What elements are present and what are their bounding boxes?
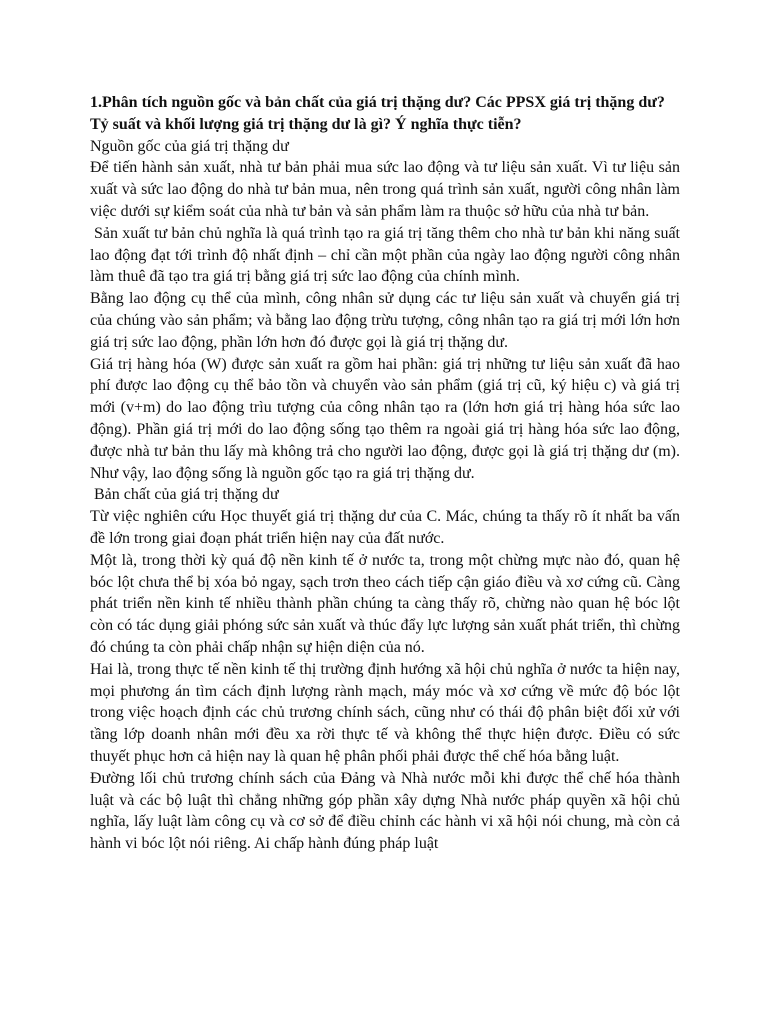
paragraph: Để tiến hành sản xuất, nhà tư bản phải mua sức lao động và tư liệu sản xuất. Vì tư liệu sản xuất và sức lao động do nhà tư bản mua, nên trong quá trình sản xuất, người công nhân làm việc dưới sự kiểm soát của nhà tư bản và sản phẩm làm ra thuộc sở hữu của nhà tư bản. xyxy=(90,159,680,220)
paragraph: Một là, trong thời kỳ quá độ nền kinh tế ở nước ta, trong một chừng mực nào đó, quan hệ bóc lột chưa thể bị xóa bỏ ngay, sạch trơn theo cách tiếp cận giáo điều và xơ cứng cũ. Càng phát triển nền kinh tế nhiều thành phần chúng ta càng thấy rõ, chừng nào quan hệ bóc lột còn có tác dụng giải phóng sức sản xuất và thúc đẩy lực lượng sản xuất phát triển, thì chừng đó chúng ta còn phải chấp nhận sự hiện diện của nó. xyxy=(90,551,680,656)
document-title: 1.Phân tích nguồn gốc và bản chất của giá trị thặng dư? Các PPSX giá trị thặng dư? Tỷ suất và khối lượng giá trị thặng dư là gì? Ý nghĩa thực tiễn? xyxy=(90,94,665,133)
section-heading-nature: Bản chất của giá trị thặng dư xyxy=(94,486,279,504)
paragraph: Bằng lao động cụ thể của mình, công nhân sử dụng các tư liệu sản xuất và chuyển giá trị của chúng vào sản phẩm; và bằng lao động trừu tượng, công nhân tạo ra giá trị mới lớn hơn giá trị sức lao động, phần lớn hơn đó được gọi là giá trị thặng dư. xyxy=(90,290,680,351)
paragraph: Sản xuất tư bản chủ nghĩa là quá trình tạo ra giá trị tăng thêm cho nhà tư bản khi năng suất lao động đạt tới trình độ nhất định – chỉ cần một phần của ngày lao động người công nhân làm thuê đã tạo tra giá trị bằng giá trị sức lao động của chính mình. xyxy=(90,224,680,286)
paragraph: Đường lối chủ trương chính sách của Đảng và Nhà nước mỗi khi được thể chế hóa thành luật và các bộ luật thì chẳng những góp phần xây dựng Nhà nước pháp quyền xã hội chủ nghĩa, lấy luật làm công cụ và cơ sở để điều chỉnh các hành vi xã hội nói chung, mà còn cả hành vi bóc lột nói riêng. Ai chấp hành đúng pháp luật xyxy=(90,769,680,853)
paragraph: Hai là, trong thực tế nền kinh tế thị trường định hướng xã hội chủ nghĩa ở nước ta hiện nay, mọi phương án tìm cách định lượng rành mạch, máy móc và xơ cứng về mức độ bóc lột trong việc hoạch định các chủ trương chính sách, cũng như có thái độ phân biệt đối xử với tầng lớp doanh nhân mới đều xa rời thực tế và không thể thực hiện được. Điều có sức thuyết phục hơn cả hiện nay là quan hệ phân phối phải được thể chế hóa bằng luật. xyxy=(90,660,680,765)
section-heading-origin: Nguồn gốc của giá trị thặng dư xyxy=(90,137,289,155)
paragraph: Từ việc nghiên cứu Học thuyết giá trị thặng dư của C. Mác, chúng ta thấy rõ ít nhất ba vấn đề lớn trong giai đoạn phát triển hiện nay của đất nước. xyxy=(90,508,680,547)
paragraph: Giá trị hàng hóa (W) được sản xuất ra gồm hai phần: giá trị những tư liệu sản xuất đã hao phí được lao động cụ thể bảo tồn và chuyển vào sản phẩm (giá trị cũ, ký hiệu c) và giá trị mới (v+m) do lao động trìu tượng của công nhân tạo ra (lớn hơn giá trị hàng hóa sức lao động). Phần giá trị mới do lao động sống tạo thêm ra ngoài giá trị hàng hóa sức lao động, được nhà tư bản thu lấy mà không trả cho người lao động, được gọi là giá trị thặng dư (m). Như vậy, lao động sống là nguồn gốc tạo ra giá trị thặng dư. xyxy=(90,355,680,482)
document-page xyxy=(90,92,680,855)
